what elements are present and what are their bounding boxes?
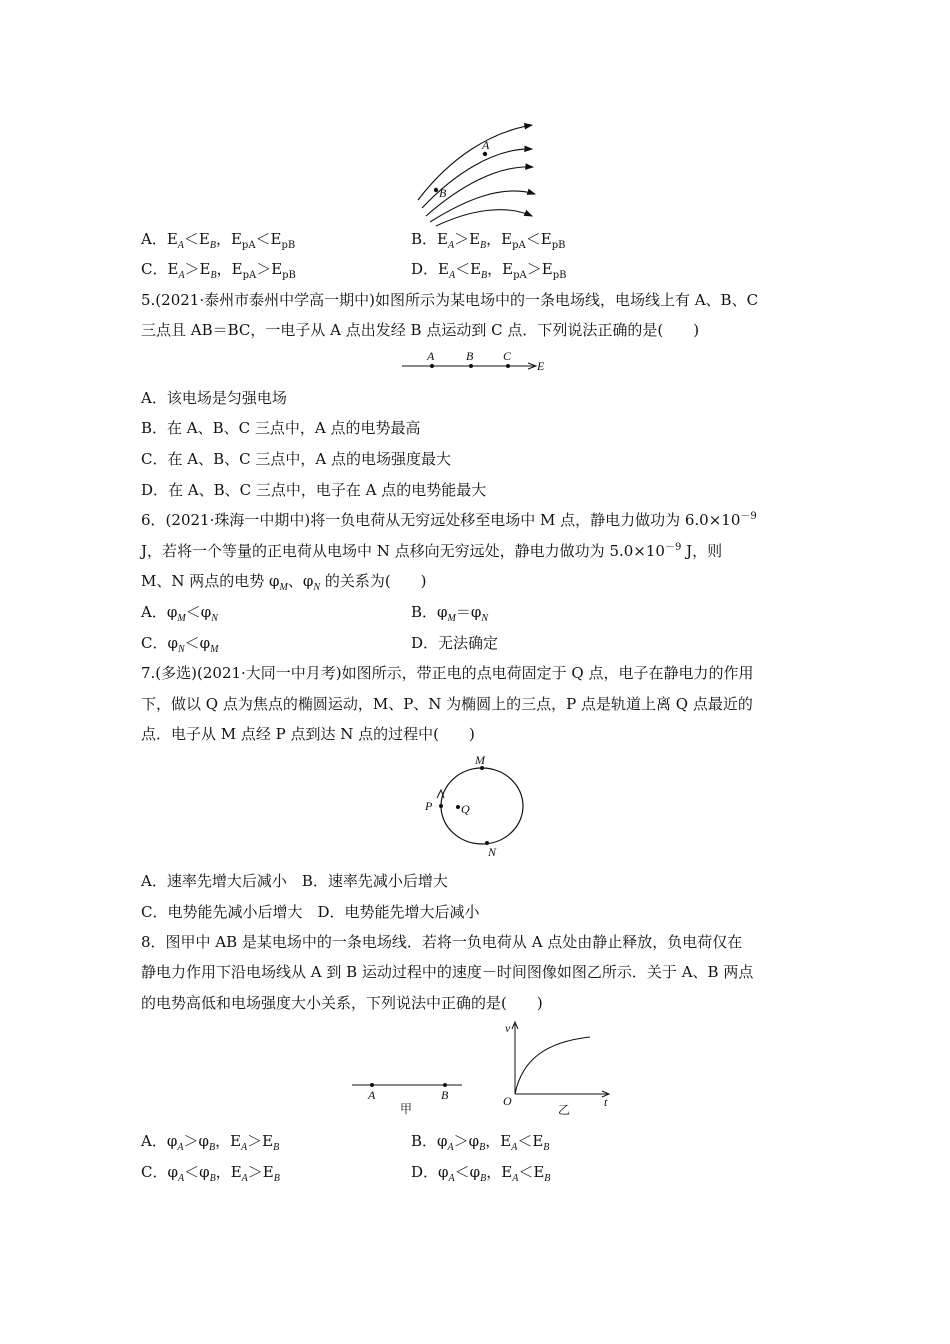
q5-label-c: C bbox=[503, 349, 512, 363]
q6-stem-line-3: M、N 两点的电势 $\varphi_M$、$\varphi_N$ 的关系为( ) bbox=[141, 572, 427, 593]
orbit-label-n: N bbox=[488, 845, 497, 859]
yi-caption: 乙 bbox=[558, 1103, 571, 1117]
q8-stem-line-1: 8．图甲中 AB 是某电场中的一条电场线．若将一负电荷从 A 点处由静止释放，负电荷仅在 bbox=[141, 933, 743, 951]
q6-option-c: C．$\varphi_N<\varphi_M$ bbox=[141, 634, 219, 655]
q4-option-b: B．$E_A>E_B$，$E_{pA}<E_{pB}$ bbox=[411, 230, 566, 251]
axis-label-t: t bbox=[604, 1095, 608, 1109]
q4-option-d: D．$E_A<E_B$，$E_{pA}>E_{pB}$ bbox=[411, 260, 567, 281]
figure-yi-vt-graph bbox=[500, 1020, 615, 1120]
q8-option-c: C．$\varphi_A<\varphi_B$，$E_A>E_B$ bbox=[141, 1163, 280, 1184]
q5-label-e: E bbox=[537, 359, 545, 373]
q7-stem-line-3: 点．电子从 M 点经 P 点到达 N 点的过程中( ) bbox=[141, 725, 475, 743]
axis-label-v: v bbox=[505, 1021, 511, 1035]
q5-stem-line-2: 三点且 AB＝BC，一电子从 A 点出发经 B 点运动到 C 点．下列说法正确的是( ) bbox=[141, 321, 700, 339]
q8-stem-line-3: 的电势高低和电场强度大小关系，下列说法中正确的是( ) bbox=[141, 994, 543, 1012]
q8-option-d: D．$\varphi_A<\varphi_B$，$E_A<E_B$ bbox=[411, 1163, 551, 1184]
q6-stem-line-2: J，若将一个等量的正电荷从电场中 N 点移向无穷远处，静电力做功为 $5.0\times 10^{-9}$ J，则 bbox=[141, 542, 723, 560]
vt-curve bbox=[515, 1037, 590, 1094]
point-b-label: B bbox=[439, 186, 447, 200]
field-lines-figure bbox=[410, 118, 550, 223]
q5-label-a: A bbox=[427, 349, 435, 363]
point-b bbox=[434, 188, 438, 192]
q5-option-d: D．在 A、B、C 三点中，电子在 A 点的电势能最大 bbox=[141, 481, 487, 499]
q7-stem-line-2: 下，做以 Q 点为焦点的椭圆运动，M、P、N 为椭圆上的三点，P 点是轨道上离 Q 点最近的 bbox=[141, 695, 753, 713]
orbit-ellipse bbox=[441, 768, 523, 844]
jia-label-b: B bbox=[441, 1088, 449, 1102]
q8-option-a: A．$\varphi_A>\varphi_B$，$E_A>E_B$ bbox=[141, 1132, 280, 1153]
q4-option-c: C．$E_A>E_B$，$E_{pA}>E_{pB}$ bbox=[141, 260, 296, 281]
q5-label-b: B bbox=[466, 349, 474, 363]
q7-stem-line-1: 7.(多选)(2021·大同一中月考)如图所示，带正电的点电荷固定于 Q 点，电子在静电力的作用 bbox=[141, 664, 754, 682]
q7-options-ab: A．速率先增大后减小 B．速率先减小后增大 bbox=[141, 872, 448, 890]
q8-stem-line-2: 静电力作用下沿电场线从 A 到 B 运动过程中的速度－时间图像如图乙所示．关于 A、B 两点 bbox=[141, 963, 754, 981]
field-line-5 bbox=[436, 210, 532, 226]
axis-label-o: O bbox=[503, 1094, 512, 1108]
q6-option-d: D．无法确定 bbox=[411, 634, 499, 652]
q5-option-c: C．在 A、B、C 三点中，A 点的电场强度最大 bbox=[141, 450, 451, 468]
orbit-label-m: M bbox=[475, 753, 485, 767]
jia-label-a: A bbox=[368, 1088, 376, 1102]
q6-stem-line-1: 6．(2021·珠海一中期中)将一负电荷从无穷远处移至电场中 M 点，静电力做功为 $6.0\times 10^{-9}$ bbox=[141, 511, 757, 529]
figure-jia bbox=[352, 1075, 467, 1120]
q5-field-line-figure bbox=[402, 350, 552, 372]
q5-option-a: A．该电场是匀强电场 bbox=[141, 389, 287, 407]
point-a bbox=[483, 152, 487, 156]
q8-option-b: B．$\varphi_A>\varphi_B$，$E_A<E_B$ bbox=[411, 1132, 550, 1153]
q6-option-b: B．$\varphi_M=\varphi_N$ bbox=[411, 603, 489, 624]
ellipse-orbit-figure bbox=[420, 752, 530, 862]
point-a-label: A bbox=[482, 138, 490, 152]
q4-option-a: A．$E_A<E_B$，$E_{pA}<E_{pB}$ bbox=[141, 230, 296, 251]
orbit-label-q: Q bbox=[461, 802, 470, 816]
q6-option-a: A．$\varphi_M<\varphi_N$ bbox=[141, 603, 218, 624]
jia-caption: 甲 bbox=[400, 1102, 413, 1116]
q5-stem-line-1: 5.(2021·泰州市泰州中学高一期中)如图所示为某电场中的一条电场线，电场线上有 A、B、C bbox=[141, 291, 759, 309]
q5-option-b: B．在 A、B、C 三点中，A 点的电势最高 bbox=[141, 419, 421, 437]
orbit-label-p: P bbox=[425, 799, 433, 813]
q7-options-cd: C．电势能先减小后增大 D．电势能先增大后减小 bbox=[141, 903, 480, 921]
